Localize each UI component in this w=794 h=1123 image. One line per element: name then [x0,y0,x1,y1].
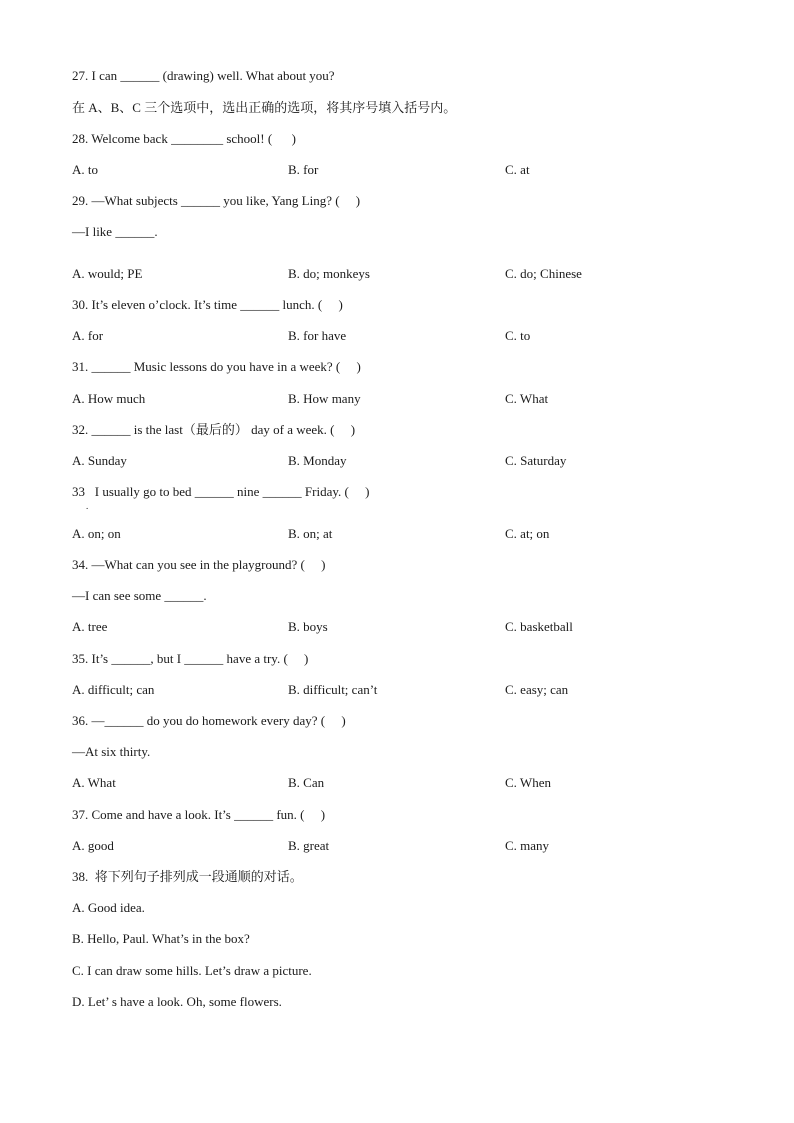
question-35-option-c: C. easy; can [505,682,569,697]
question-29-option-a: A. would; PE [72,266,143,281]
question-33: 33 I usually go to bed ______ nine ______ Friday. ( ) [72,484,370,499]
question-32: 32. ______ is the last（最后的） day of a week. ( ) [72,422,356,437]
question-30: 30. It’s eleven o’clock. It’s time ______ lunch. ( ) [72,297,343,312]
question-36-option-a: A. What [72,775,116,790]
question-34: 34. —What can you see in the playground? ( ) [72,557,326,572]
question-37-option-c: C. many [505,838,550,853]
question-35-option-a: A. difficult; can [72,682,155,697]
question-38-sentence-d: D. Let’ s have a look. Oh, some flowers. [72,994,282,1009]
question-28-option-a: A. to [72,162,98,177]
question-30-option-b: B. for have [288,328,347,343]
question-31: 31. ______ Music lessons do you have in a week? ( ) [72,359,361,374]
question-32-option-a: A. Sunday [72,453,127,468]
question-37-option-a: A. good [72,838,114,853]
question-32-option-b: B. Monday [288,453,347,468]
question-36-option-b: B. Can [288,775,325,790]
question-32-option-c: C. Saturday [505,453,567,468]
question-28-option-b: B. for [288,162,319,177]
question-38: 38. 将下列句子排列成一段通顺的对话。 [72,869,303,884]
question-36-reply: —At six thirty. [72,744,151,759]
question-31-option-b: B. How many [288,391,361,406]
section-instruction: 在 A、B、C 三个选项中，选出正确的选项，将其序号填入括号内。 [72,100,457,115]
question-28-option-c: C. at [505,162,530,177]
question-38-sentence-b: B. Hello, Paul. What’s in the box? [72,931,250,946]
question-35: 35. It’s ______, but I ______ have a try. ( ) [72,651,309,666]
question-34-option-b: B. boys [288,619,328,634]
question-31-option-c: C. What [505,391,549,406]
question-37-option-b: B. great [288,838,330,853]
question-37: 37. Come and have a look. It’s ______ fun. ( ) [72,807,326,822]
question-29: 29. —What subjects ______ you like, Yang Ling? ( ) [72,193,361,208]
question-28: 28. Welcome back ________ school! ( ) [72,131,296,146]
question-31-option-a: A. How much [72,391,146,406]
question-27: 27. I can ______ (drawing) well. What about you? [72,68,335,83]
question-34-option-a: A. tree [72,619,108,634]
question-33-option-b: B. on; at [288,526,333,541]
question-30-option-a: A. for [72,328,104,343]
question-33-option-c: C. at; on [505,526,550,541]
question-34-option-c: C. basketball [505,619,573,634]
question-29-option-b: B. do; monkeys [288,266,370,281]
question-29-reply: —I like ______. [72,224,158,239]
question-38-sentence-c: C. I can draw some hills. Let’s draw a picture. [72,963,312,978]
question-29-option-c: C. do; Chinese [505,266,582,281]
question-30-option-c: C. to [505,328,531,343]
question-36-option-c: C. When [505,775,551,790]
question-38-sentence-a: A. Good idea. [72,900,145,915]
question-33-option-a: A. on; on [72,526,121,541]
question-34-reply: —I can see some ______. [72,588,207,603]
question-33-dot: . [86,501,89,511]
question-36: 36. —______ do you do homework every day? ( ) [72,713,346,728]
question-35-option-b: B. difficult; can’t [288,682,378,697]
